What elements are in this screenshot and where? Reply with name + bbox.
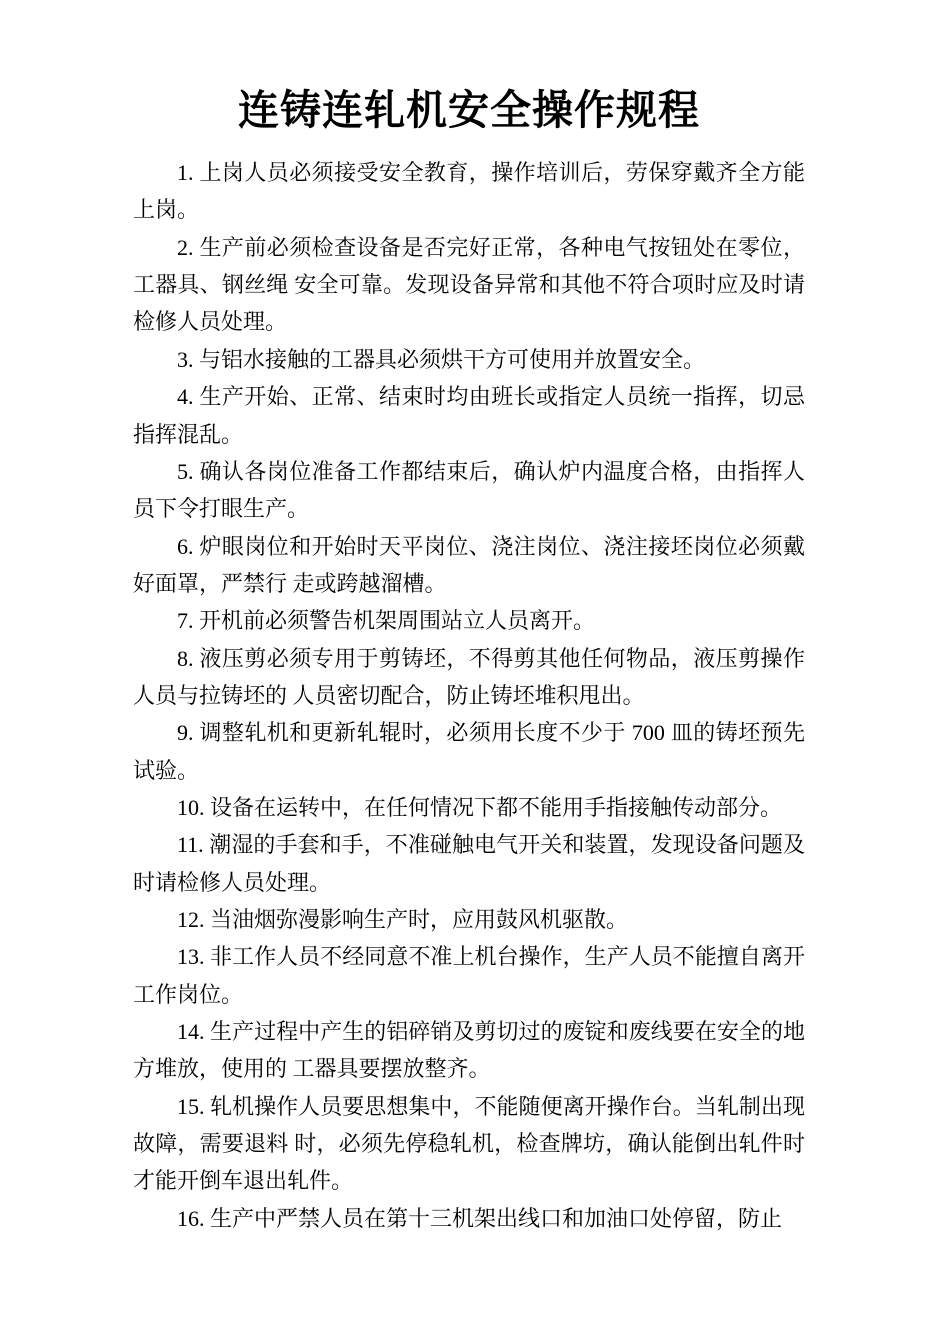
document-title: 连铸连轧机安全操作规程: [238, 87, 700, 133]
procedure-item-3: 3. 与铝水接触的工器具必须烘干方可使用并放置安全。: [177, 346, 706, 372]
procedure-item-2: 2. 生产前必须检查设备是否完好正常，各种电气按钮处在零位，工器具、钢丝绳 安全可靠。发现设备异常和其他不符合项时应及时请检修人员处理。: [133, 234, 805, 335]
procedure-item-8: 8. 液压剪必须专用于剪铸坯，不得剪其他任何物品，液压剪操作人员与拉铸坯的 人员密切配合，防止铸坯堆积甩出。: [133, 645, 805, 708]
procedure-item-5: 5. 确认各岗位准备工作都结束后，确认炉内温度合格，由指挥人员下令打眼生产。: [133, 458, 805, 522]
document-body: [133, 154, 805, 1237]
procedure-item-1: 1. 上岗人员必须接受安全教育，操作培训后，劳保穿戴齐全方能上岗。: [133, 160, 805, 223]
procedure-item-15: 15. 轧机操作人员要思想集中，不能随便离开操作台。当轧制出现故障，需要退料 时，必须先停稳轧机，检查牌坊，确认能倒出轧件时才能开倒车退出轧件。: [133, 1093, 805, 1194]
procedure-item-10: 10. 设备在运转中，在任何情况下都不能用手指接触传动部分。: [177, 794, 783, 820]
procedure-item-7: 7. 开机前必须警告机架周围站立人员离开。: [177, 608, 596, 634]
procedure-item-13: 13. 非工作人员不经同意不准上机台操作，生产人员不能擅自离开工作岗位。: [133, 944, 805, 1007]
procedure-item-16: 16. 生产中严禁人员在第十三机架出线口和加油口处停留，防止: [177, 1205, 783, 1231]
procedure-item-6: 6. 炉眼岗位和开始时天平岗位、浇注岗位、浇注接坯岗位必须戴好面罩，严禁行 走或跨越溜槽。: [133, 533, 805, 596]
procedure-item-12: 12. 当油烟弥漫影响生产时，应用鼓风机驱散。: [177, 906, 629, 932]
procedure-item-9: 9. 调整轧机和更新轧辊时，必须用长度不少于 700 皿的铸坯预先试验。: [133, 720, 805, 783]
procedure-item-14: 14. 生产过程中产生的铝碎销及剪切过的废锭和废线要在安全的地方堆放，使用的 工器具要摆放整齐。: [133, 1019, 805, 1082]
procedure-item-4: 4. 生产开始、正常、结束时均由班长或指定人员统一指挥，切忌指挥混乱。: [133, 384, 805, 447]
procedure-item-11: 11. 潮湿的手套和手，不准碰触电气开关和装置，发现设备问题及时请检修人员处理。: [133, 832, 805, 895]
